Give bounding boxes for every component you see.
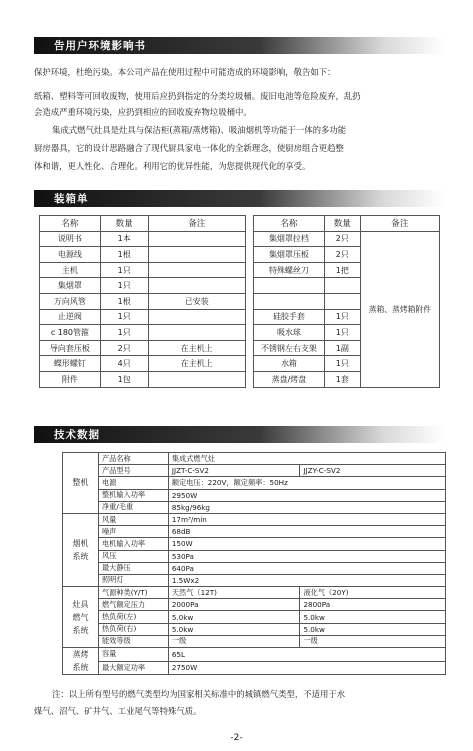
item-qty: 1只 [324, 356, 360, 372]
table-row [63, 538, 446, 550]
spec-value: 5.0kw [300, 611, 446, 623]
packing-table-left [39, 215, 246, 388]
header-note: 备注 [360, 216, 439, 232]
item-qty: 1把 [324, 262, 360, 278]
item-qty: 1只 [100, 309, 148, 325]
env-section-title: 告用户环境影响书 [54, 40, 146, 52]
table-row [40, 262, 246, 278]
table-row [254, 231, 440, 247]
item-qty: 1包 [100, 371, 148, 387]
packing-right-header [254, 216, 440, 232]
item-qty: 1只 [324, 325, 360, 341]
table-row [63, 465, 446, 477]
table-row [63, 562, 446, 574]
spec-value: JJZT-C-SV2 [168, 465, 300, 477]
table-row [63, 599, 446, 611]
spec-value: 液化气（20Y) [300, 587, 446, 599]
spec-value: 2800Pa [300, 599, 446, 611]
spec-value: 2950W [168, 489, 445, 501]
env-desc-line-1: 集成式燃气灶具是灶具与保洁柜(蒸箱/蒸烤箱)、吸油烟机等功能于一体的多功能 [52, 125, 347, 135]
spec-value: 150W [168, 538, 445, 550]
item-name: 万向风管 [40, 293, 101, 309]
env-desc-line-3: 体和谐，更人性化、合理化。利用它的优异性能，为您提供现代化的享受。 [34, 161, 311, 171]
item-qty: 1只 [100, 325, 148, 341]
spec-label: 照明灯 [98, 574, 168, 586]
spec-label: 产品名称 [98, 453, 168, 465]
spec-value: 5.0kw [300, 623, 446, 635]
table-row [40, 247, 246, 263]
group-machine: 整机 [63, 453, 99, 514]
item-name: 导向套压板 [40, 340, 101, 356]
table-row [63, 453, 446, 465]
table-row [63, 648, 446, 662]
spec-value: 5.0kw [168, 611, 300, 623]
table-row [40, 309, 246, 325]
item-qty: 1本 [100, 231, 148, 247]
table-row [63, 550, 446, 562]
table-row [40, 356, 246, 372]
item-qty: 1根 [100, 247, 148, 263]
spec-label: 燃气额定压力 [98, 599, 168, 611]
table-row [63, 489, 446, 501]
item-note [148, 262, 245, 278]
tech-section-header [34, 426, 444, 443]
packing-section-title: 装箱单 [54, 193, 89, 205]
spec-value: 2000Pa [168, 599, 300, 611]
item-qty: 1只 [100, 262, 148, 278]
spec-value: 集成式燃气灶 [168, 453, 445, 465]
table-row [63, 611, 446, 623]
item-name: 特殊螺丝刀 [254, 262, 325, 278]
spec-label: 产品型号 [98, 465, 168, 477]
item-qty: 1根 [100, 293, 148, 309]
spec-label: 整机输入功率 [98, 489, 168, 501]
spec-label: 最大静压 [98, 562, 168, 574]
table-row [63, 526, 446, 538]
table-row [40, 231, 246, 247]
spec-label: 净重/毛重 [98, 501, 168, 513]
spec-value: 5.0kw [168, 623, 300, 635]
item-qty: 4只 [100, 356, 148, 372]
spec-label: 电机输入功率 [98, 538, 168, 550]
item-note [148, 278, 245, 294]
item-note [148, 231, 245, 247]
spec-value: 68dB [168, 526, 445, 538]
header-name: 名称 [254, 216, 325, 232]
item-name: c 180管箍 [40, 325, 101, 341]
env-recycle-line-1: 纸箱、塑料等可回收废物，使用后应扔到指定的分类垃圾桶。废旧电池等危险废弃，乱扔 [34, 91, 361, 101]
env-intro: 保护环境，杜绝污染。本公司产品在使用过程中可能造成的环境影响，敬告如下： [34, 67, 336, 77]
footnote-line-1: 注：以上所有型号的燃气类型均为国家相关标准中的城镇燃气类型，不适用于水 [52, 689, 346, 699]
spec-value: 65L [168, 648, 445, 662]
item-note: 在主机上 [148, 356, 245, 372]
item-name: 硅胶手套 [254, 309, 325, 325]
table-row [40, 371, 246, 387]
spec-label: 能效等级 [98, 635, 168, 647]
header-name: 名称 [40, 216, 101, 232]
item-qty: 1只 [100, 278, 148, 294]
spec-value: JJZY-C-SV2 [300, 465, 446, 477]
item-name [254, 293, 325, 309]
packing-left-header [40, 216, 246, 232]
item-name: 不锈钢左右支架 [254, 340, 325, 356]
item-name [254, 278, 325, 294]
table-row [63, 513, 446, 525]
tech-table [62, 452, 446, 675]
item-name: 集烟罩 [40, 278, 101, 294]
packing-table-right [253, 215, 440, 388]
spec-label: 容量 [98, 648, 168, 662]
env-recycle-line-2: 会造成严重环境污染，应扔到相应的回收废弃物垃圾桶中。 [34, 107, 252, 117]
footnote-line-2: 煤气、沼气、矿井气、工业尾气等特殊气质。 [34, 706, 202, 716]
item-qty: 2只 [324, 247, 360, 263]
item-name: 电源线 [40, 247, 101, 263]
env-desc-line-2: 厨房器具，它的设计思路融合了现代厨具家电一体化的全新理念，使厨房组合更趋整 [34, 143, 344, 153]
item-name: 附件 [40, 371, 101, 387]
item-name: 吸水球 [254, 325, 325, 341]
item-qty: 2只 [324, 231, 360, 247]
item-note [148, 309, 245, 325]
table-row [63, 635, 446, 647]
item-name: 止逆阀 [40, 309, 101, 325]
table-row [40, 293, 246, 309]
spec-value: 2750W [168, 661, 445, 675]
header-note: 备注 [148, 216, 245, 232]
item-note [148, 247, 245, 263]
spec-value: 530Pa [168, 550, 445, 562]
item-qty [324, 278, 360, 294]
item-qty: 1只 [324, 309, 360, 325]
group-hood: 烟机系统 [63, 513, 99, 586]
env-section-header [34, 37, 444, 54]
spec-label: 气源种类(Y/T) [98, 587, 168, 599]
item-qty: 1套 [324, 371, 360, 387]
item-note [148, 371, 245, 387]
group-steam: 蒸烤系统 [63, 648, 99, 675]
spec-label: 热负荷(右) [98, 623, 168, 635]
item-name: 集烟罩压板 [254, 247, 325, 263]
item-name: 蝶形螺钉 [40, 356, 101, 372]
page-number: -2- [230, 733, 243, 743]
table-row [40, 325, 246, 341]
spec-value: 天然气（12T) [168, 587, 300, 599]
item-note: 已安装 [148, 293, 245, 309]
table-row [63, 501, 446, 513]
item-note: 蒸箱、蒸烤箱附件 [360, 231, 439, 387]
item-name: 集烟罩拉档 [254, 231, 325, 247]
spec-value: 一级 [300, 635, 446, 647]
spec-label: 热负荷(左) [98, 611, 168, 623]
spec-value: 17m³/min [168, 513, 445, 525]
spec-label: 风压 [98, 550, 168, 562]
spec-value: 640Pa [168, 562, 445, 574]
spec-value: 一级 [168, 635, 300, 647]
tech-section-title: 技术数据 [54, 429, 100, 441]
spec-label: 噪声 [98, 526, 168, 538]
spec-label: 风量 [98, 513, 168, 525]
spec-value: 额定电压：220V，额定频率：50Hz [168, 477, 445, 489]
item-note: 在主机上 [148, 340, 245, 356]
group-stove: 灶具燃气系统 [63, 587, 99, 648]
item-qty: 1副 [324, 340, 360, 356]
item-qty: 2只 [100, 340, 148, 356]
packing-section-header [34, 190, 444, 207]
table-row [63, 623, 446, 635]
spec-value: 85kg/96kg [168, 501, 445, 513]
spec-label: 最大额定功率 [98, 661, 168, 675]
spec-value: 1.5Wx2 [168, 574, 445, 586]
table-row [63, 574, 446, 586]
header-qty: 数量 [100, 216, 148, 232]
item-name: 说明书 [40, 231, 101, 247]
item-qty [324, 293, 360, 309]
item-name: 主机 [40, 262, 101, 278]
header-qty: 数量 [324, 216, 360, 232]
item-name: 水箱 [254, 356, 325, 372]
item-note [148, 325, 245, 341]
item-name: 蒸盘/烤盘 [254, 371, 325, 387]
table-row [63, 587, 446, 599]
spec-label: 电源 [98, 477, 168, 489]
table-row [40, 278, 246, 294]
table-row [63, 477, 446, 489]
table-row [63, 661, 446, 675]
table-row [40, 340, 246, 356]
